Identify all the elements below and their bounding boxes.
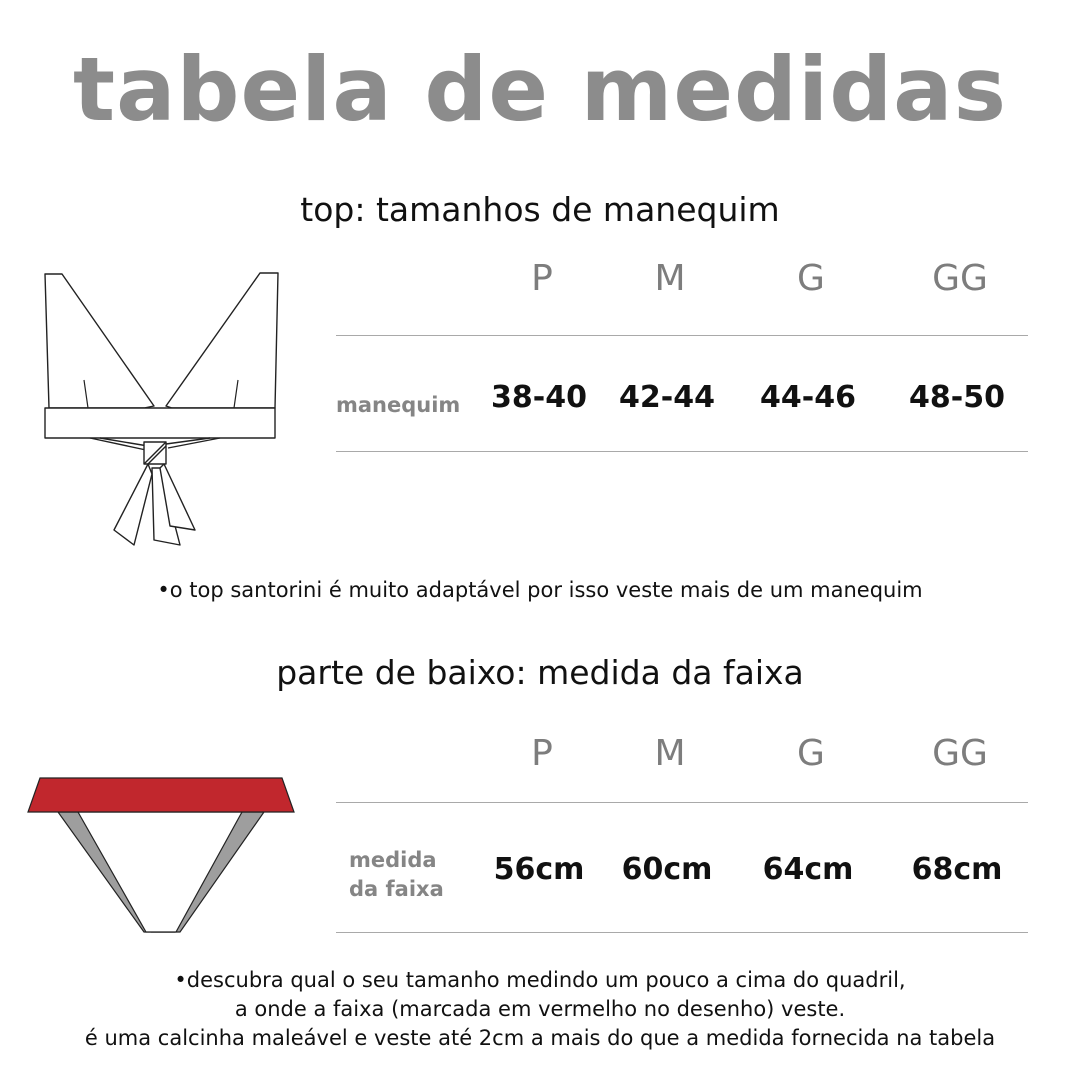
top-size-m: M [654, 258, 686, 299]
bottom-note-line2: a onde a faixa (marcada em vermelho no desenho) veste. [234, 997, 846, 1021]
top-size-g: G [797, 258, 825, 299]
bottom-table-rule-bottom [336, 932, 1028, 933]
bottom-note-line3: é uma calcinha maleável e veste até 2cm a mais do que a medida fornecida na tabela [84, 1026, 996, 1050]
bottom-size-m: M [654, 733, 686, 774]
bottom-size-g: G [797, 733, 825, 774]
bottom-value-g: 64cm [762, 852, 854, 887]
bikini-bottom-icon [26, 776, 298, 936]
bottom-row-label-line2: da faixa [349, 877, 444, 901]
bottom-table-rule-top [336, 802, 1028, 803]
top-size-p: P [531, 258, 553, 299]
bottom-size-p: P [531, 733, 553, 774]
top-value-p: 38-40 [491, 380, 587, 415]
bottom-section-title: parte de baixo: medida da faixa [276, 653, 804, 692]
top-section-title: top: tamanhos de manequim [300, 190, 780, 229]
page-title: tabela de medidas [73, 38, 1007, 141]
top-table-rule-top [336, 335, 1028, 336]
top-size-gg: GG [932, 258, 988, 299]
bottom-value-gg: 68cm [911, 852, 1003, 887]
top-value-m: 42-44 [619, 380, 715, 415]
top-garment-icon [40, 268, 285, 553]
top-row-label: manequim [336, 393, 461, 417]
bottom-value-p: 56cm [493, 852, 585, 887]
bottom-value-m: 60cm [621, 852, 713, 887]
top-value-g: 44-46 [760, 380, 856, 415]
bottom-size-gg: GG [932, 733, 988, 774]
bottom-row-label-line1: medida [349, 848, 437, 872]
top-note: •o top santorini é muito adaptável por isso veste mais de um manequim [157, 578, 923, 602]
top-value-gg: 48-50 [909, 380, 1005, 415]
top-table-rule-bottom [336, 451, 1028, 452]
bottom-note-line1: •descubra qual o seu tamanho medindo um pouco a cima do quadril, [174, 968, 906, 992]
